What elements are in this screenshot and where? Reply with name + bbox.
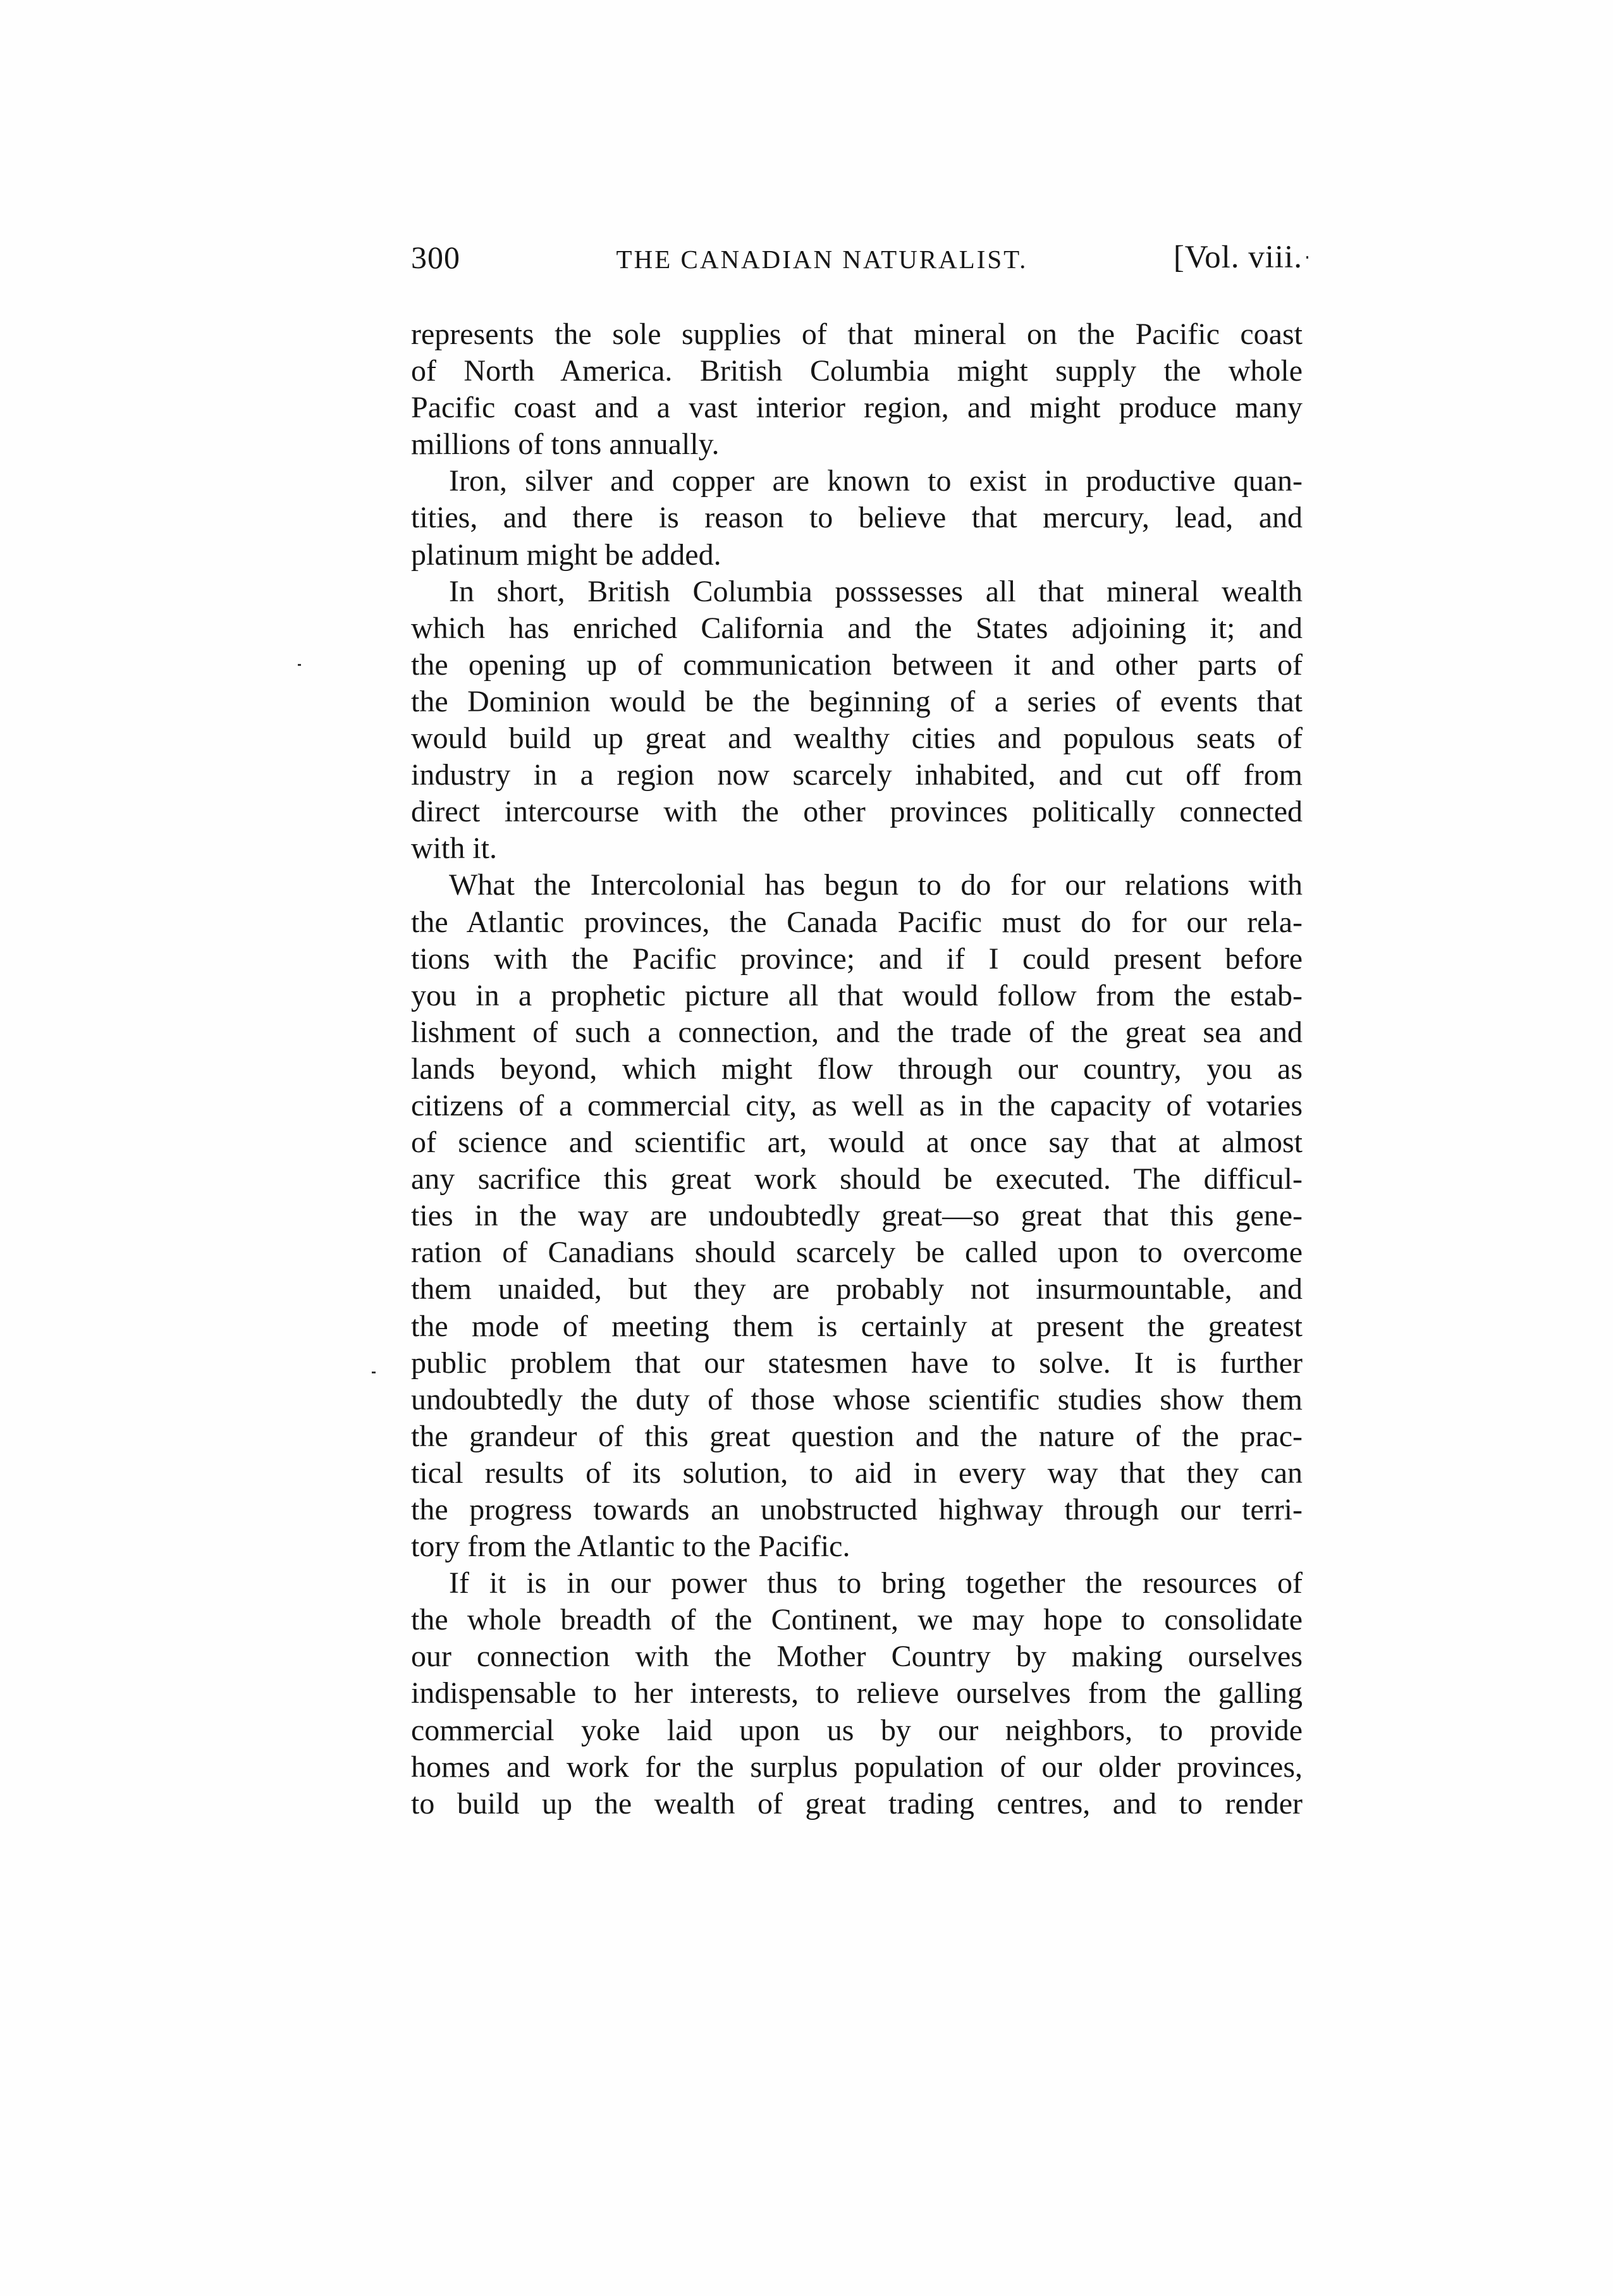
text-line: undoubtedly the duty of those whose scientific studies show them <box>411 1382 1303 1416</box>
text-line: of science and scientific art, would at once say that at almost <box>411 1126 1303 1160</box>
text-line: lands beyond, which might flow through our country, you as <box>411 1052 1303 1086</box>
volume-label: [Vol. viii. <box>1173 240 1303 275</box>
text-line: tical results of its solution, to aid in every way that they can <box>411 1456 1303 1490</box>
text-line: If it is in our power thus to bring together the resources of <box>449 1566 1303 1600</box>
text-line: which has enriched California and the States adjoining it; and <box>411 611 1303 645</box>
text-line: ties in the way are undoubtedly great—so great that this gene- <box>411 1199 1303 1233</box>
text-line: the progress towards an unobstructed highway through our terri- <box>411 1493 1303 1526</box>
text-line: the grandeur of this great question and the nature of the prac- <box>411 1419 1303 1453</box>
text-line: In short, British Columbia posssesses all that mineral wealth <box>449 574 1303 608</box>
paragraph-2 <box>411 463 1303 573</box>
paragraph-5 <box>411 1565 1303 1822</box>
text-line: industry in a region now scarcely inhabited, and cut off from <box>411 758 1303 792</box>
text-line: the mode of meeting them is certainly at present the greatest <box>411 1309 1303 1343</box>
margin-mark <box>1306 256 1308 259</box>
text-line: indispensable to her interests, to relieve ourselves from the galling <box>411 1676 1303 1710</box>
text-line: represents the sole supplies of that mineral on the Pacific coast <box>411 317 1303 351</box>
text-line: you in a prophetic picture all that would follow from the estab- <box>411 978 1303 1012</box>
text-line: the whole breadth of the Continent, we may hope to consolidate <box>411 1603 1303 1637</box>
text-line: millions of tons annually. <box>411 427 720 462</box>
text-line: to build up the wealth of great trading centres, and to render <box>411 1786 1303 1820</box>
margin-mark <box>372 1372 376 1373</box>
text-line: tory from the Atlantic to the Pacific. <box>411 1530 850 1564</box>
text-line: tions with the Pacific province; and if I could present before <box>411 942 1303 976</box>
text-line: direct intercourse with the other provinces politically connected <box>411 795 1303 829</box>
text-line: platinum might be added. <box>411 537 721 572</box>
text-line: ration of Canadians should scarcely be called upon to overcome <box>411 1236 1303 1270</box>
text-line: public problem that our statesmen have to solve. It is further <box>411 1346 1303 1380</box>
paragraph-3 <box>411 574 1303 868</box>
text-line: lishment of such a connection, and the trade of the great sea and <box>411 1015 1303 1049</box>
text-line: the Dominion would be the beginning of a series of events that <box>411 684 1303 718</box>
text-line: the opening up of communication between it and other parts of <box>411 648 1303 682</box>
text-line: the Atlantic provinces, the Canada Pacific must do for our rela- <box>411 905 1303 939</box>
page-number: 300 <box>411 240 460 275</box>
text-line: them unaided, but they are probably not insurmountable, and <box>411 1272 1303 1306</box>
text-line: would build up great and wealthy cities and populous seats of <box>411 721 1303 756</box>
running-head <box>411 239 1303 283</box>
text-line: with it. <box>411 832 498 866</box>
text-line: What the Intercolonial has begun to do for our relations with <box>449 868 1303 902</box>
text-line: any sacrifice this great work should be executed. The difficul- <box>411 1162 1303 1196</box>
body-text <box>411 316 1303 1822</box>
text-line: Iron, silver and copper are known to exist in productive quan- <box>449 464 1303 498</box>
journal-title: THE CANADIAN NATURALIST. <box>616 245 1028 274</box>
text-line: homes and work for the surplus population of our older provinces, <box>411 1750 1303 1784</box>
paragraph-1 <box>411 316 1303 463</box>
text-line: Pacific coast and a vast interior region, and might produce many <box>411 391 1303 425</box>
text-line: of North America. British Columbia might supply the whole <box>411 354 1303 388</box>
paragraph-4 <box>411 867 1303 1565</box>
margin-mark <box>298 664 301 666</box>
text-line: tities, and there is reason to believe that mercury, lead, and <box>411 501 1303 535</box>
text-line: our connection with the Mother Country by making ourselves <box>411 1640 1303 1674</box>
text-line: citizens of a commercial city, as well as in the capacity of votaries <box>411 1088 1303 1122</box>
text-line: commercial yoke laid upon us by our neighbors, to provide <box>411 1713 1303 1747</box>
